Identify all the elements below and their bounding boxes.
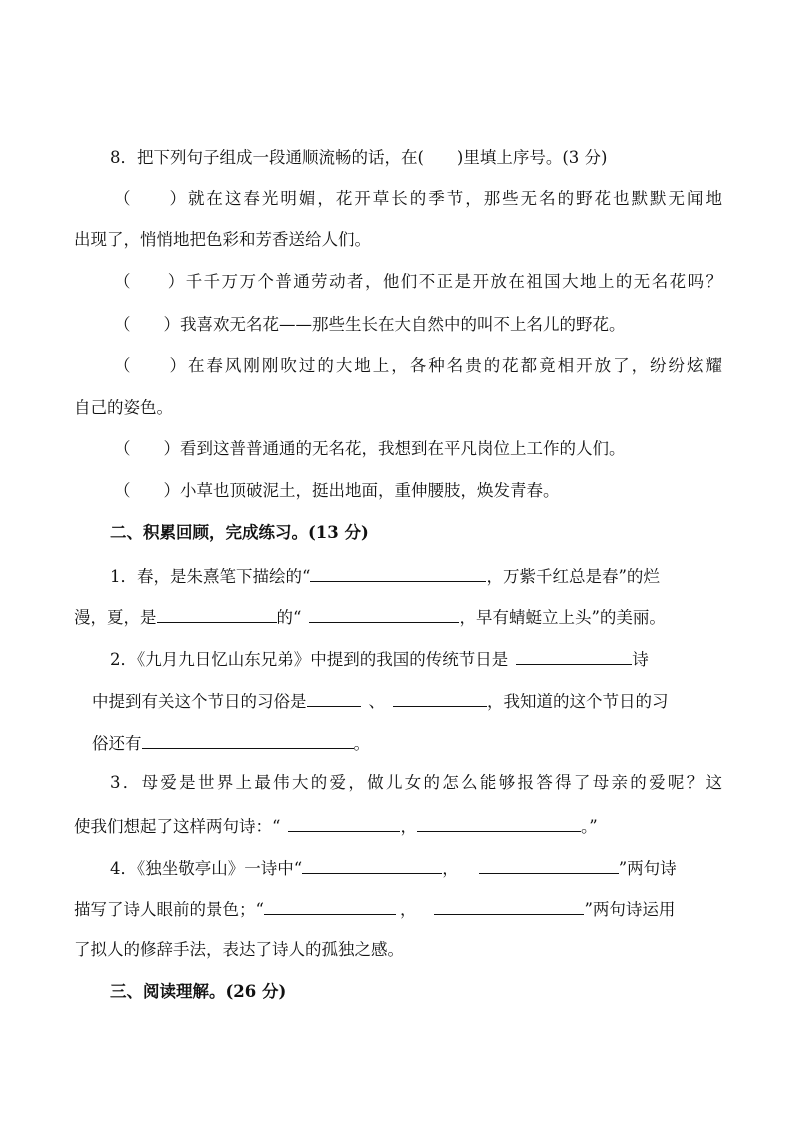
q2-4-text-e: ， (399, 900, 417, 919)
q8-option-line-cont: 自己的姿色。 (74, 398, 173, 417)
q2-2-text-f: 俗还有 (92, 734, 142, 753)
q2-4-line1 (110, 856, 677, 880)
q2-4-blank-4[interactable] (434, 897, 584, 915)
q2-1-line1 (110, 564, 660, 588)
q2-3-line2 (74, 814, 598, 838)
q8-option-line: （ ）千千万万个普通劳动者，他们不正是开放在祖国大地上的无名花吗？ (114, 272, 722, 291)
q8-option-line: （ ）看到这普普通通的无名花，我想到在平凡岗位上工作的人们。 (114, 439, 626, 458)
section3-title: 三、阅读理解。(26 分) (110, 982, 287, 1001)
q2-3-text-c: ， (400, 817, 417, 836)
q2-4-text-b: ， (442, 859, 459, 878)
q2-2-text-e: ，我知道的这个节日的习 (487, 692, 669, 711)
section2-title: 二、积累回顾，完成练习。(13 分) (110, 523, 369, 542)
q2-2-text-a: 2．《九月九日忆山东兄弟》中提到的我国的传统节日是 (110, 650, 509, 669)
q2-1-text-c: 漫，夏，是 (74, 608, 157, 627)
q2-1-text-d: 的“ (276, 608, 302, 627)
q2-2-text-b: 诗 (632, 650, 649, 669)
q2-1-text-e: ，早有蜻蜓立上头”的美丽。 (459, 608, 666, 627)
q8-option-line: （ ）在春风刚刚吹过的大地上，各种名贵的花都竟相开放了，纷纷炫耀 (114, 356, 722, 375)
q2-2-text-g: 。 (353, 734, 370, 753)
q2-2-blank-3[interactable] (393, 689, 487, 707)
q2-1-line2 (74, 605, 666, 629)
q2-2-text-d: 、 (368, 692, 385, 711)
q2-3-text-d: 。” (580, 817, 598, 836)
q2-2-text-c: 中提到有关这个节日的习俗是 (92, 692, 307, 711)
q2-4-text-f: ”两句诗运用 (584, 900, 676, 919)
q2-1-blank-2[interactable] (157, 605, 277, 623)
q2-2-blank-1[interactable] (516, 647, 632, 665)
q2-1-blank-1[interactable] (310, 564, 486, 582)
q2-3-line1: 3．母爱是世界上最伟大的爱，做儿女的怎么能够报答得了母亲的爱呢？这 (110, 773, 722, 792)
q2-4-line2 (74, 897, 675, 921)
q2-2-blank-4[interactable] (142, 731, 354, 749)
q2-4-text-d: 描写了诗人眼前的景色；“ (74, 900, 264, 919)
q2-4-blank-3[interactable] (264, 897, 396, 915)
q8-heading: 8．把下列句子组成一段通顺流畅的话，在( )里填上序号。(3 分) (110, 148, 608, 167)
q8-option-line: （ ）就在这春光明媚，花开草长的季节，那些无名的野花也默默无闻地 (114, 189, 722, 208)
q2-4-blank-2[interactable] (479, 856, 619, 874)
q2-2-line1 (110, 647, 649, 671)
q2-4-text-c: ”两句诗 (618, 859, 677, 878)
q2-3-text-b: 使我们想起了这样两句诗：“ (74, 817, 281, 836)
q8-option-line: （ ）小草也顶破泥土，挺出地面，重伸腰肢，焕发青春。 (114, 481, 560, 500)
q2-1-text-b: ，万紫千红总是春”的烂 (486, 567, 660, 586)
q2-1-blank-3[interactable] (309, 605, 459, 623)
q2-2-line3 (92, 731, 370, 755)
q2-3-blank-2[interactable] (417, 814, 581, 832)
q2-2-blank-2[interactable] (307, 689, 361, 707)
q2-3-blank-1[interactable] (288, 814, 400, 832)
q8-option-line-cont: 出现了，悄悄地把色彩和芳香送给人们。 (74, 230, 371, 249)
q2-2-line2 (92, 689, 669, 713)
q2-4-line3: 了拟人的修辞手法，表达了诗人的孤独之感。 (74, 940, 404, 959)
q8-option-line: （ ）我喜欢无名花——那些生长在大自然中的叫不上名儿的野花。 (114, 315, 626, 334)
q2-1-text-a: 1．春，是朱熹笔下描绘的“ (110, 567, 311, 586)
q2-4-blank-1[interactable] (302, 856, 442, 874)
q2-4-text-a: 4．《独坐敬亭山》一诗中“ (110, 859, 303, 878)
